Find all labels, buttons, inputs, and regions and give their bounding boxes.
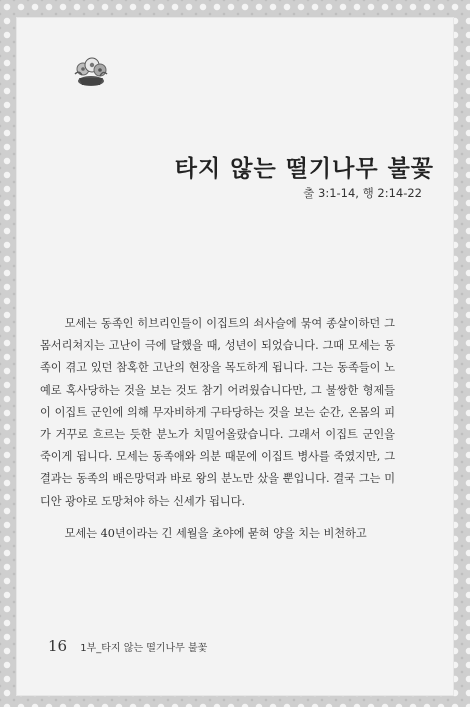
page-number: 16 [48,637,68,655]
paragraph: 모세는 동족인 히브리인들이 이집트의 쇠사슬에 묶여 종살이하던 그 몸서리쳐지는 고난이 극에 달했을 때, 성년이 되었습니다. 그때 모세는 동족이 겪고 있던 참혹한 고난의 현장을 목도하게 됩니다. 그는 동족들이 노예로 혹사당하는 것을 보는 것도 참기 어려웠습니다만, 그 불쌍한 형제들이 이집트 군인에 의해 무자비하게 구타당하는 것을 보는 순간, 온몸의 피가 거꾸로 흐르는 듯한 분노가 치밀어올랐습니다. 그래서 이집트 군인을 죽이게 됩니다. 모세는 동족애와 의분 때문에 이집트 병사를 죽였지만, 그 결과는 동족의 배은망덕과 바로 왕의 분노만 샀을 뿐입니다. 결국 그는 미디안 광야로 도망쳐야 하는 신세가 됩니다. [40,317,395,508]
scripture-reference: 출 3:1-14, 행 2:14-22 [303,186,422,200]
page-footer [48,636,207,655]
chapter-title: 타지 않는 떨기나무 불꽃 [174,155,434,182]
paragraph: 모세는 40년이라는 긴 세월을 초야에 묻혀 양을 치는 비천하고 [64,526,367,540]
flower-basket-icon [70,52,112,88]
running-head: 1부_타지 않는 떨기나무 불꽃 [80,643,208,654]
body-text [40,313,395,545]
